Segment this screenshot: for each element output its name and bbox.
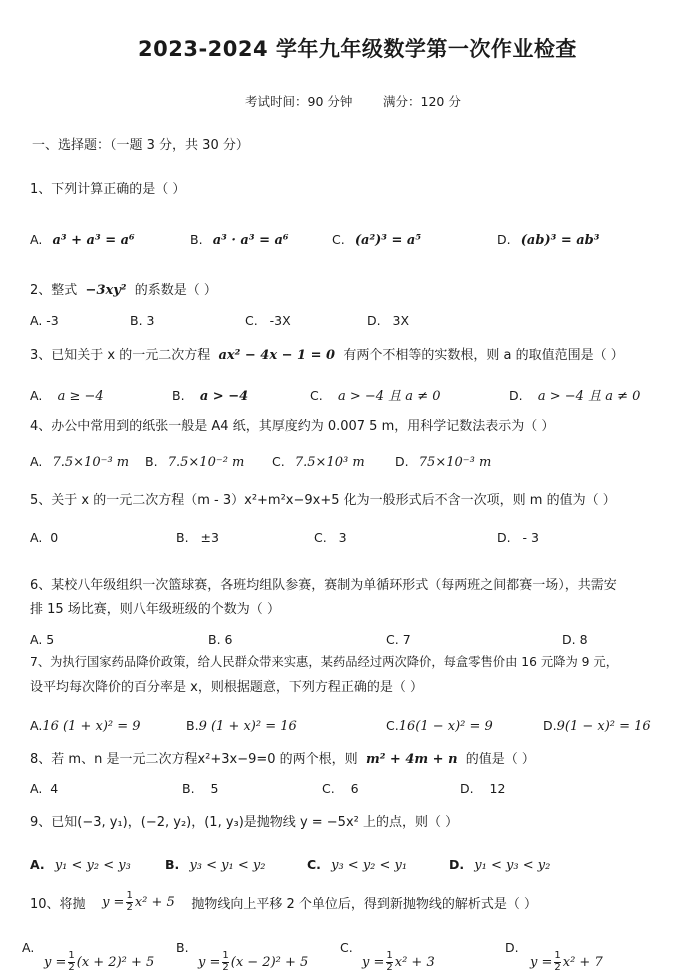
fraction-one-half: $\frac{1}{2}$ [126, 890, 133, 913]
q9-option-a: A. y₁ < y₂ < y₃ [30, 857, 131, 873]
q10-option-d-label: D. [505, 940, 519, 955]
q6-option-c: C. 7 [386, 632, 411, 647]
q9-option-d: D. y₁ < y₃ < y₂ [449, 857, 551, 873]
q7-option-a: A.16 (1 + x)² = 9 [30, 718, 141, 734]
q2-option-b: B. 3 [130, 313, 155, 328]
question-5-stem: 5、关于 x 的一元二次方程（m - 3）x²+m²x−9x+5 化为一般形式后不含一次项，则 m 的值为（ ） [30, 493, 616, 508]
q1-option-c: C. (a²)³ = a⁵ [332, 232, 422, 248]
question-10-stem: 10、将抛 y = $\frac{1}{2}$ x² + 5 抛物线向上平移 2 个单位后，得到新抛物线的解析式是（ ） [30, 890, 538, 913]
q10-option-c: y = $\frac{1}{2}$ x² + 3 [362, 950, 435, 973]
q8-option-c: C. 6 [322, 781, 359, 796]
question-3-stem: 3、已知关于 x 的一元二次方程 ax² − 4x − 1 = 0 有两个不相等的实数根，则 a 的取值范围是（ ） [30, 348, 624, 363]
q7-option-d: D.9(1 − x)² = 16 [543, 718, 651, 734]
q10-option-a: y = $\frac{1}{2}$ (x + 2)² + 5 [44, 950, 155, 973]
q8-option-a: A. 4 [30, 781, 59, 796]
q8-option-b: B. 5 [182, 781, 219, 796]
question-9-stem: 9、已知(−3, y₁)，(−2, y₂)，(1, y₃)是抛物线 y = −5x² 上的点，则（ ） [30, 815, 459, 830]
q5-option-c: C. 3 [314, 530, 347, 545]
q10-option-d: y = $\frac{1}{2}$ x² + 7 [530, 950, 603, 973]
page-title: 2023-2024 学年九年级数学第一次作业检查 [138, 37, 577, 61]
q4-option-a: A. 7.5×10⁻³ m [30, 454, 130, 470]
exam-score: 满分：120 分 [383, 94, 461, 109]
q10-option-b: y = $\frac{1}{2}$ (x − 2)² + 5 [198, 950, 309, 973]
q10-option-a-label: A. [22, 940, 35, 955]
section-heading: 一、选择题：（一题 3 分，共 30 分） [32, 138, 249, 153]
question-6-stem-line1: 6、某校八年级组织一次篮球赛，各班均组队参赛，赛制为单循环形式（每两班之间都赛一场），共需安 [30, 578, 617, 593]
q8-option-d: D. 12 [460, 781, 506, 796]
question-1-stem: 1、下列计算正确的是（ ） [30, 182, 186, 197]
q4-option-b: B. 7.5×10⁻² m [145, 454, 245, 470]
q1-option-b: B. a³ · a³ = a⁶ [190, 232, 289, 248]
question-6-stem-line2: 排 15 场比赛，则八年级班级的个数为（ ） [30, 602, 280, 617]
q3-option-a: A. a ≥ −4 [30, 388, 104, 404]
q5-option-b: B. ±3 [176, 530, 219, 545]
q6-option-a: A. 5 [30, 632, 55, 647]
question-8-stem: 8、若 m、n 是一元二次方程x²+3x−9=0 的两个根，则 m² + 4m + n 的值是（ ） [30, 752, 535, 767]
q7-option-b: B.9 (1 + x)² = 16 [186, 718, 297, 734]
question-4-stem: 4、办公中常用到的纸张一般是 A4 纸，其厚度约为 0.007 5 m，用科学记数法表示为（ ） [30, 419, 555, 434]
question-2-stem: 2、整式 −3xy² 的系数是（ ） [30, 283, 217, 298]
q2-option-a: A. -3 [30, 313, 59, 328]
q5-option-a: A. 0 [30, 530, 59, 545]
q6-option-b: B. 6 [208, 632, 233, 647]
q5-option-d: D. - 3 [497, 530, 539, 545]
q7-option-c: C.16(1 − x)² = 9 [386, 718, 493, 734]
q10-option-c-label: C. [340, 940, 353, 955]
q3-option-c: C. a > −4 且 a ≠ 0 [310, 388, 441, 404]
q9-option-c: C. y₃ < y₂ < y₁ [307, 857, 408, 873]
question-7-stem-line1: 7、为执行国家药品降价政策，给人民群众带来实惠，某药品经过两次降价，每盒零售价由 16 元降为 9 元， [30, 655, 618, 669]
q2-option-c: C. -3X [245, 313, 291, 328]
q4-option-c: C. 7.5×10³ m [272, 454, 365, 470]
q6-option-d: D. 8 [562, 632, 588, 647]
exam-time: 考试时间：90 分钟 [245, 94, 353, 109]
question-7-stem-line2: 设平均每次降价的百分率是 x，则根据题意，下列方程正确的是（ ） [30, 680, 423, 695]
q3-option-d: D. a > −4 且 a ≠ 0 [509, 388, 641, 404]
q2-option-d: D. 3X [367, 313, 410, 328]
q10-option-b-label: B. [176, 940, 189, 955]
q3-option-b: B. a > −4 [172, 388, 249, 404]
q1-option-d: D. (ab)³ = ab³ [497, 232, 600, 248]
q1-option-a: A. a³ + a³ = a⁶ [30, 232, 135, 248]
q9-option-b: B. y₃ < y₁ < y₂ [165, 857, 266, 873]
q4-option-d: D. 75×10⁻³ m [395, 454, 492, 470]
